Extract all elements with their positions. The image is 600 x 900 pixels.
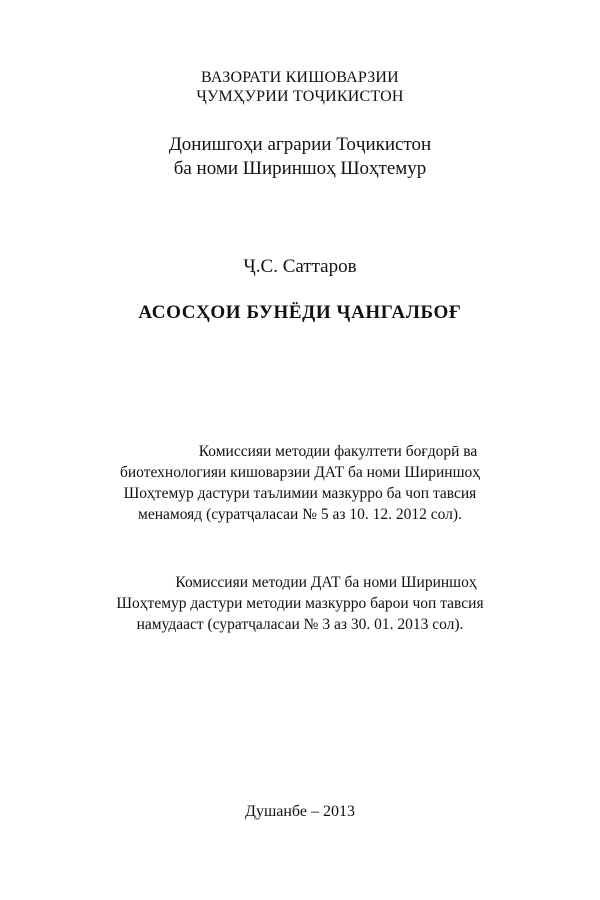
faculty-approval-line-1: Комиссияи методии факултети боғдорӣ ва [198, 443, 478, 460]
university-line-1: Донишгоҳи аграрии Тоҷикистон [168, 134, 432, 155]
ministry-line-1: ВАЗОРАТИ КИШОВАРЗИИ [201, 69, 399, 86]
university-approval-line-2: Шоҳтемур дастури методии мазкурро барои чоп тавсия [116, 595, 484, 612]
ministry-line-2: ҶУМҲУРИИ ТОҶИКИСТОН [196, 88, 404, 105]
faculty-approval-line-4: менамояд (суратҷаласаи № 5 аз 10. 12. 2012 сол). [138, 506, 462, 523]
university-approval-line-1: Комиссияи методии ДАТ ба номи Шириншоҳ [175, 574, 477, 591]
faculty-approval-line-2: биотехнологияи кишоварзии ДАТ ба номи Шириншоҳ [119, 464, 481, 481]
faculty-approval-line-3: Шоҳтемур дастури таълимии мазкурро ба чоп тавсия [123, 485, 477, 502]
book-title: АСОСҲОИ БУНЁДИ ҶАНГАЛБОҒ [138, 302, 462, 323]
imprint-city-year: Душанбе – 2013 [245, 803, 355, 820]
university-line-2: ба номи Шириншоҳ Шоҳтемур [173, 158, 427, 179]
author-name: Ҷ.С. Саттаров [243, 256, 357, 277]
university-approval-line-3: намудааст (суратҷаласаи № 3 аз 30. 01. 2013 сол). [136, 616, 464, 633]
